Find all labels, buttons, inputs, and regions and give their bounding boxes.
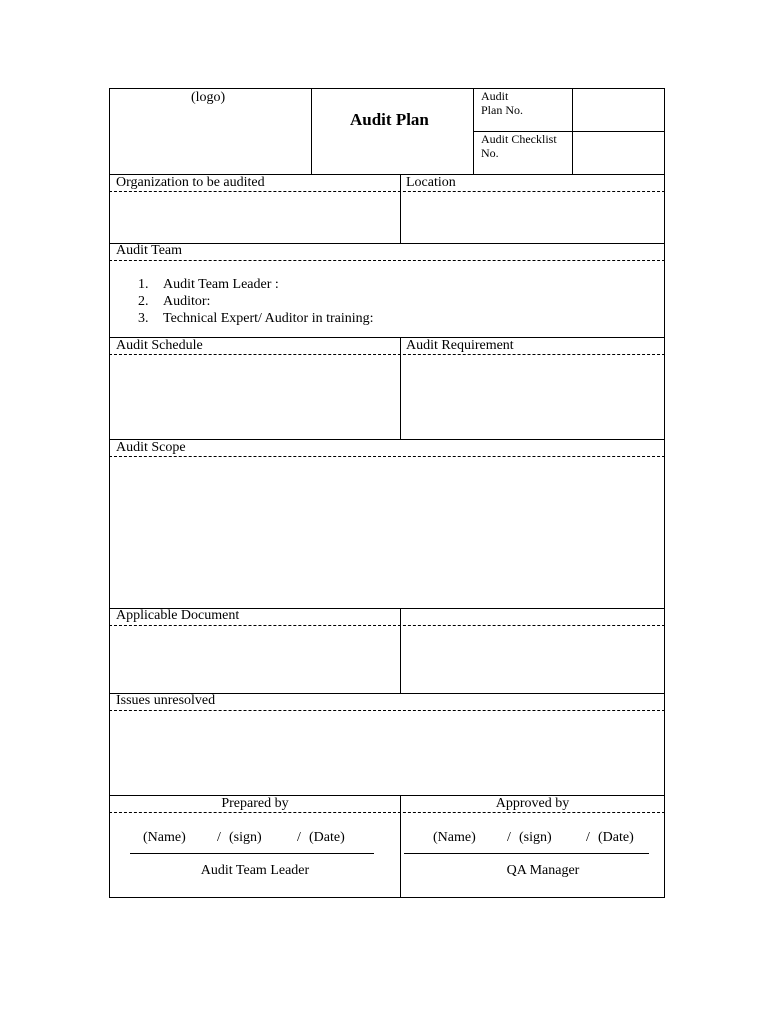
checklist-no-label-line2: No. [481, 146, 499, 160]
approved-by-label: Approved by [495, 796, 570, 811]
prepared-by-label: Prepared by [221, 796, 289, 811]
checklist-no-field[interactable] [573, 132, 664, 174]
location-field[interactable] [401, 192, 664, 242]
applicable-document-field[interactable] [110, 626, 399, 692]
organization-label: Organization to be audited [116, 175, 265, 190]
prepared-date-placeholder: (Date) [309, 830, 345, 845]
organization-field[interactable] [110, 192, 399, 242]
team-item-auditor: Auditor: [163, 294, 211, 309]
separator: / [586, 830, 590, 845]
audit-scope-field[interactable] [110, 457, 664, 607]
dashed-divider [109, 812, 665, 813]
applicable-document-label: Applicable Document [116, 608, 240, 623]
audit-schedule-label: Audit Schedule [116, 338, 203, 353]
approved-name-placeholder: (Name) [433, 830, 476, 845]
section-divider [109, 243, 665, 244]
separator: / [217, 830, 221, 845]
team-item-leader: Audit Team Leader : [163, 277, 279, 292]
audit-requirement-field[interactable] [401, 355, 664, 438]
approved-sign-placeholder: (sign) [519, 830, 552, 845]
team-item-number: 3. [138, 311, 149, 326]
team-item-expert: Technical Expert/ Auditor in training: [163, 311, 374, 326]
audit-requirement-label: Audit Requirement [406, 338, 514, 353]
audit-schedule-field[interactable] [110, 355, 399, 438]
audit-team-label: Audit Team [116, 243, 183, 258]
checklist-no-label-line1: Audit Checklist [481, 132, 557, 146]
page-title: Audit Plan [350, 110, 429, 129]
prepared-name-placeholder: (Name) [143, 830, 186, 845]
prepared-role: Audit Team Leader [200, 863, 310, 878]
applicable-document-extra-field[interactable] [401, 626, 664, 692]
plan-no-field[interactable] [573, 89, 664, 131]
approved-date-placeholder: (Date) [598, 830, 634, 845]
dashed-divider [109, 260, 665, 261]
location-label: Location [406, 175, 456, 190]
approved-signature-line[interactable] [404, 853, 649, 854]
team-item-number: 1. [138, 277, 149, 292]
plan-no-label-line1: Audit [481, 89, 509, 103]
section-divider [109, 439, 665, 440]
issues-unresolved-field[interactable] [110, 711, 664, 794]
plan-no-label-line2: Plan No. [481, 103, 523, 117]
prepared-sign-placeholder: (sign) [229, 830, 262, 845]
audit-scope-label: Audit Scope [116, 440, 186, 455]
logo-placeholder: (logo) [191, 90, 226, 105]
approved-role: QA Manager [506, 863, 580, 878]
header-divider-1 [311, 88, 312, 174]
issues-unresolved-label: Issues unresolved [116, 693, 216, 708]
prepared-signature-line[interactable] [130, 853, 374, 854]
separator: / [507, 830, 511, 845]
separator: / [297, 830, 301, 845]
team-item-number: 2. [138, 294, 149, 309]
